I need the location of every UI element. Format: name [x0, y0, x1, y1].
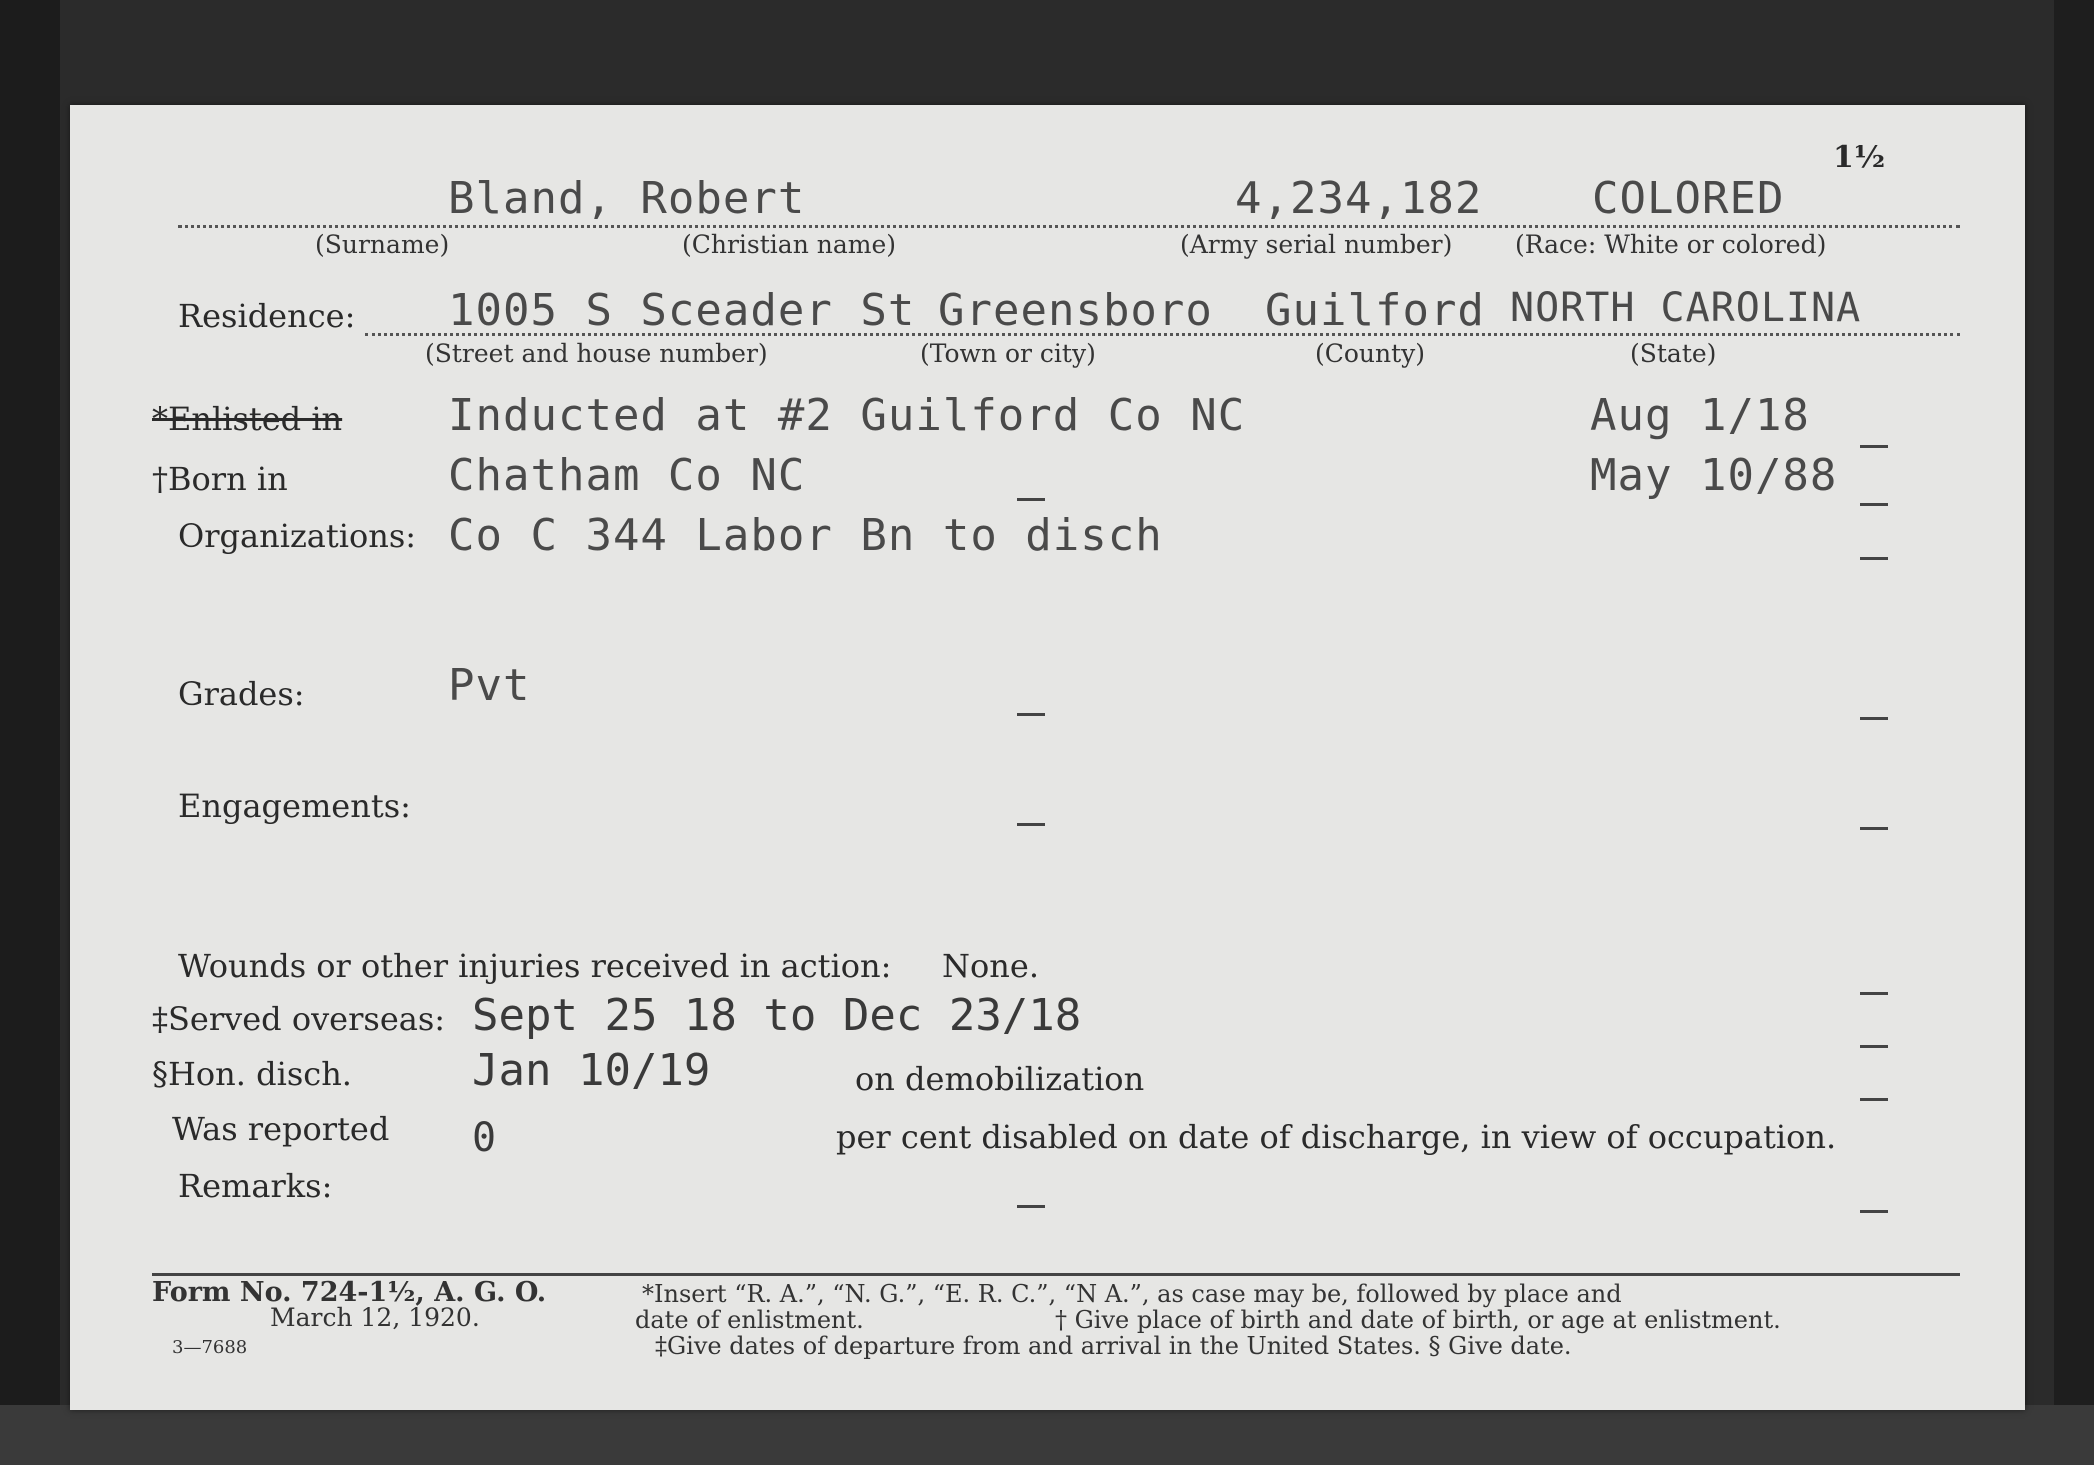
footnote-line-1: *Insert “R. A.”, “N. G.”, “E. R. C.”, “N A.”, as case may be, followed by place and — [642, 1280, 1622, 1308]
organizations-value: Co C 344 Labor Bn to disch — [448, 510, 1163, 561]
footnote-line-2b: † Give place of birth and date of birth, or age at enlistment. — [1055, 1306, 1781, 1334]
dash-mark — [1860, 445, 1888, 448]
enlisted-value: Inducted at #2 Guilford Co NC — [448, 390, 1246, 441]
form-date: March 12, 1920. — [270, 1303, 480, 1332]
hon-disch-value: Jan 10/19 — [472, 1045, 711, 1096]
serial-number-value: 4,234,182 — [1235, 173, 1483, 224]
served-overseas-label: ‡Served overseas: — [152, 1000, 446, 1038]
form-number: Form No. 724-1½, A. G. O. — [152, 1277, 547, 1308]
caption-street: (Street and house number) — [425, 339, 768, 368]
scan-frame-left — [0, 0, 60, 1465]
hon-disch-label: §Hon. disch. — [152, 1055, 352, 1093]
grades-label: Grades: — [178, 675, 305, 713]
residence-town-value: Greensboro — [938, 285, 1213, 336]
wounds-value: None. — [942, 947, 1039, 985]
caption-state: (State) — [1630, 339, 1717, 368]
demobilization-note: on demobilization — [855, 1060, 1145, 1098]
residence-label: Residence: — [178, 297, 356, 335]
dash-mark — [1860, 717, 1888, 720]
print-code: 3—7688 — [172, 1337, 248, 1358]
caption-county: (County) — [1315, 339, 1426, 368]
dash-mark — [1017, 498, 1045, 501]
residence-street-value: 1005 S Sceader St — [448, 285, 916, 336]
grades-value: Pvt — [448, 660, 531, 711]
dash-mark — [1860, 1210, 1888, 1213]
name-line — [178, 225, 1960, 228]
caption-surname: (Surname) — [315, 230, 450, 259]
dash-mark — [1860, 1098, 1888, 1101]
surname-christian-name-value: Bland, Robert — [448, 173, 806, 224]
dash-mark — [1017, 823, 1045, 826]
dash-mark — [1860, 557, 1888, 560]
wounds-label: Wounds or other injuries received in action: — [178, 947, 892, 985]
scan-frame-right — [2054, 0, 2094, 1465]
caption-town: (Town or city) — [920, 339, 1096, 368]
scan-frame-bottom — [0, 1405, 2094, 1465]
page-number: 1½ — [1833, 140, 1886, 175]
enlisted-label: *Enlisted in — [152, 400, 343, 438]
dash-mark — [1017, 1205, 1045, 1208]
percent-disabled-note: per cent disabled on date of discharge, in view of occupation. — [836, 1118, 1837, 1156]
was-reported-label: Was reported — [172, 1110, 390, 1148]
born-value: Chatham Co NC — [448, 450, 806, 501]
race-value: COLORED — [1592, 173, 1785, 224]
footnote-line-2a: date of enlistment. — [635, 1306, 864, 1334]
dash-mark — [1860, 503, 1888, 506]
footnote-line-3: ‡Give dates of departure from and arrival in the United States. § Give date. — [655, 1332, 1572, 1360]
dash-mark — [1017, 713, 1045, 716]
residence-county-value: Guilford — [1265, 285, 1485, 336]
residence-line — [365, 333, 1960, 336]
born-date-value: May 10/88 — [1590, 450, 1838, 501]
service-record-card — [70, 105, 2025, 1410]
residence-state-value: NORTH CAROLINA — [1510, 285, 1862, 331]
dash-mark — [1860, 1045, 1888, 1048]
enlisted-date-value: Aug 1/18 — [1590, 390, 1810, 441]
organizations-label: Organizations: — [178, 517, 417, 555]
caption-christian-name: (Christian name) — [682, 230, 897, 259]
caption-race: (Race: White or colored) — [1515, 230, 1827, 259]
dash-mark — [1860, 992, 1888, 995]
engagements-label: Engagements: — [178, 787, 411, 825]
percent-disabled-value: 0 — [472, 1115, 497, 1161]
born-label: †Born in — [152, 460, 288, 498]
dash-mark — [1860, 827, 1888, 830]
caption-serial-number: (Army serial number) — [1180, 230, 1453, 259]
remarks-label: Remarks: — [178, 1167, 333, 1205]
footer-rule — [152, 1273, 1960, 1276]
served-overseas-value: Sept 25 18 to Dec 23/18 — [472, 990, 1082, 1041]
